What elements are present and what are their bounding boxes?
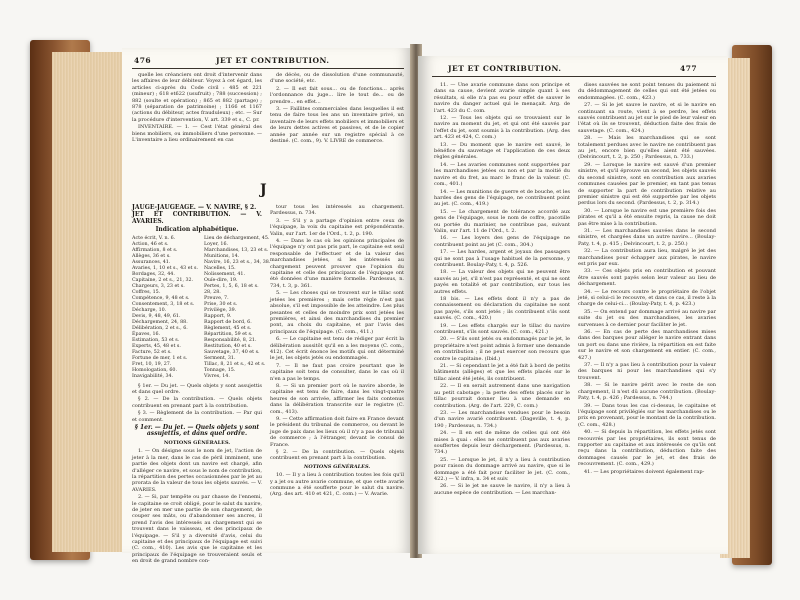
index-entry: Loyer, 16. xyxy=(203,241,229,247)
paragraph: 24. — Il en est de même de celles qui ont été mises à quai : elles ne contribuent pas aux avaries souffertes depuis leur déchargement. (Pardessus, n. 734.) xyxy=(434,430,570,456)
paragraph: 1. — On désigne sous le nom de jet, l'action de jeter à la mer, dans le cas de péril imminent, une partie des objets dont un navire est chargé, afin d'alléger ce navire, et sous le nom de contribution, la répartition des pertes occasionnées par le jet au prorata de la valeur de tous les objets sauvés. — V. AVARIES. xyxy=(132,448,262,493)
index-entry: Pertes, 1, 5, 6, 18 et s. xyxy=(203,283,259,289)
page-number-right: 477 xyxy=(680,64,698,73)
index-entry: Épaves, 16. xyxy=(132,331,161,337)
section-entry: § 2. — De la contribution. — Quels objets contribuent en prenant part à la contribution. xyxy=(132,396,262,409)
right-col-a xyxy=(434,82,570,548)
left-page xyxy=(122,48,414,565)
paragraph: 2. — Il est fait sous... ou de fonctions... après l'ordonnance du juge... lire le tout de... ou de prendre... en effet... xyxy=(270,85,404,105)
section-letter: J xyxy=(260,182,267,198)
paragraph: 10. — Il y a lieu à contribution toutes les fois qu'il y a jet ou autre avarie commune, et que cette avarie commune a été soufferte pour le salut du navire. (Arg. des art. 410 et 421, C. com.) — V. Avarie. xyxy=(270,472,404,498)
index-entry: Règlement, 45 et s. xyxy=(203,325,252,331)
paragraph: 26. — Si le jet ne sauve le navire, il n'y a lieu à aucune espèce de contribution. — Les marchan- xyxy=(434,483,570,496)
paragraph: 18. — La valeur des objets qui ne peuvent être sauvés au jet, s'il n'est pas représenté, et qui ne sont payés en totalité et par contribution, sur tous les autres effets. xyxy=(434,269,570,295)
paragraph: 15. — Le chargement de tolérance accordé aux gens de l'équipage, sous le nom de coffre, pacotille ou portée du marinier, ne contribue pas, suivant Valin, sur l'art. 11 de l'Ord., t. 2. xyxy=(434,208,570,234)
section-entry: § 1er. — Du jet. — Quels objets y sont assujettis et dans quel ordre. xyxy=(132,382,262,396)
index-entry: Facture, 52 et s. xyxy=(132,349,172,355)
index-entry: Prise, 30 et s. xyxy=(203,301,238,307)
jaugeage-heading: JAUGE-JAUGEAGE. — V. NAVIRE, § 2. xyxy=(132,204,257,211)
index-entry: Avaries, 1, 10 et s., 43 et s. xyxy=(132,265,198,271)
jet-heading: JET ET CONTRIBUTION. — V. AVARIES. xyxy=(132,211,262,225)
paragraph: 17. — Les hardes, argent et joyaux des passagers qui ne sont pas à l'usage habituel de la personne, y contribuent. Boulay-Paty, t. 4, p. 526. xyxy=(434,249,570,268)
index-entry: Rapport de bord, 6. xyxy=(203,319,252,325)
index-entry: Privilège, 39. xyxy=(203,307,237,313)
paragraph: 22. — Il en serait autrement dans une navigation au petit cabotage ; la perte des effets placés sur le tillac pourrait donner lieu à une demande en contribution. (Arg. de l'art. 229, C. com.) xyxy=(434,383,570,409)
index-entry: Assurances, 41. xyxy=(132,259,171,265)
paragraph: 5. — Les choses qui se trouvent sur le tillac sont jetées les premières ; mais cette règle n'est pas absolue, s'il est impossible de les atteindre. Les plus pesantes et celles de moindre prix sont jetées les premières, et ainsi des marchandises du premier pont, au choix du capitaine, et par l'avis des principaux de l'équipage. (C. com., 411.) xyxy=(270,290,404,335)
left-col-a-body xyxy=(132,204,271,565)
paragraph: tour tous les intéressés au chargement. Pardessus, n. 734. xyxy=(270,204,404,217)
index-entry: Consentement, 3, 18 et s. xyxy=(132,301,195,307)
right-col-b xyxy=(578,82,716,548)
header-rule-left xyxy=(132,68,404,69)
running-title-left: JET ET CONTRIBUTION. xyxy=(216,56,330,65)
index-entry: Homologation, 60. xyxy=(132,367,177,373)
index-entry: Inavigabilité, 34. xyxy=(132,373,174,379)
paragraph: 39. — Dans tous les cas ci-dessus, le capitaine et l'équipage sont privilégiés sur les marchandises ou le prix en provenant, pour le montant de la contribution. (C. com., 428.) xyxy=(578,402,716,428)
paragraph: 36. — En cas de perte des marchandises mises dans des barques pour alléger le navire entrant dans un port ou dans une rivière, la répartition en est faite sur le navire et son chargement en entier. (C. com., 427.) xyxy=(578,329,716,361)
paragraph: 9. — Cette affirmation doit faire en France devant le président du tribunal de commerce, ou devant le juge de paix dans les lieux où il n'y a pas de tribunal de commerce ; à l'étranger, devant le consul de France. xyxy=(270,416,404,448)
index-entry: Experts, 45, 48 et s. xyxy=(132,343,181,349)
index-entry: Action, 46 et s. xyxy=(132,241,169,247)
paragraph: 31. — Les marchandises sauvées dans le second sinistre, et chargées dans un autre navire... (Boulay-Paty, t. 4, p. 415 ; Delvincourt, t. 2, p. 250.) xyxy=(578,227,716,247)
paragraph: 14. — Les avaries communes sont supportées par les marchandises jetées ou non et par la moitié du navire et du fret, au marc le franc de la valeur. (C. com., 401.) xyxy=(434,161,570,188)
paragraph: 23. — Les marchandises vendues pour le besoin d'un navire avarié contribuent. (Dageville, t. 4, p. 190 ; Pardessus, n. 734.) xyxy=(434,409,570,429)
paragraph: 33. — Ces objets pris en contribution et pouvant être sauvés sont payés selon leur valeur au lieu de déchargement. xyxy=(578,268,716,288)
left-col-a-top xyxy=(132,72,262,180)
paragraph: 41. — Les propriétaires doivent également rap- xyxy=(584,468,705,475)
left-col-b-body xyxy=(270,204,404,549)
index-entry: Déchargement, 24, 88. xyxy=(132,319,188,325)
index-entry: Délibération, 2 et s., 6. xyxy=(132,325,188,331)
index-entry: Nolissement, 41. xyxy=(203,271,245,277)
inventaire-paragraph: INVENTAIRE. — 1. — Cest l'état général des biens mobiliers, ou immobiliers d'une personne. — L'inventaire a lieu ordinairement en cas xyxy=(132,124,262,144)
paragraph: 25. — Lorsque le jet, il n'y a lieu à contribution pour raison du dommage arrivé au navire, que si le dommage a été fait pour faciliter le jet. (C. com., 422.) — V. infra, n. 34 et suiv. xyxy=(434,456,570,482)
left-col-b-top xyxy=(270,72,404,180)
index-entry: Marchandises, 13, 23 et s. xyxy=(203,247,269,253)
paragraph: 13. — Du moment que le navire est sauvé, le bénéfice du sauvetage et l'application de ces deux règles générales. xyxy=(434,141,570,161)
paragraph: 28. — Mais les marchandises qui se sont totalement perdues avec le navire ne contribuent pas au jet, encore bien qu'elles aient été sauvées. (Delvincourt, t. 2, p. 250 ; Pardessus, n. 733.) xyxy=(578,135,716,161)
section-heading: § 1er. — Du jet. — Quels objets y sont assujettis, et dans quel ordre. xyxy=(134,424,260,438)
index-entry: Décharge, 10. xyxy=(132,307,167,313)
index-entry: Capitaine, 2 et s., 21, 32. xyxy=(132,277,194,283)
paragraph: 18 bis. — Les effets dont il n'y a pas de connaissement ou déclaration du capitaine ne sont pas payés, s'ils sont jetés ; ils contribuent s'ils sont sauvés. (C. com., 420.) xyxy=(434,296,570,322)
paragraph: quelle les créanciers ont droit d'intervenir dans les affaires de leur débiteur. Voyez à cet égard, les articles ci-après du Code civil : 485 et 221 (mineur) ; 618 et622 (usufruit) ; 788 (succession) ; 882 (soulte et opération) ; 865 et 882 (partage) ; 878 (séparation de patrimoine) ; 1166 et 1167 (actions du débiteur, actes frauduleux) ; etc. — Sur la procédure d'intervention, V. art. 339 et s., C. pr. xyxy=(132,72,262,123)
index-entry: Devis, 9, 48, 49, 61. xyxy=(132,313,181,319)
index-entry: Lieu de déchargement, 45. xyxy=(203,235,270,241)
index-entry: Fret, 10, 19, 27. xyxy=(132,361,172,367)
paragraph: 3. — Faillites commerciales dans lesquelles il est tenu de faire tous les ans un inventaire privé, un inventaire de leurs effets mobiliers et immobiliers et de leurs dettes actives et passives, et de le copier année par année sur un registre spécial à ce destiné. (C. com., 9). V. LIVRE de commerce. xyxy=(270,106,404,145)
index-entry: Tillac, 8, 21 et s., 42 et s. xyxy=(203,361,266,367)
index-entry: Acte écrit, V. n. 6. xyxy=(132,235,176,241)
notions-heading: NOTIONS GÉNÉRALES. xyxy=(163,439,231,446)
paragraph: 16. — Les loyers des gens de l'équipage ne contribuent point au jet (C. com., 304.) xyxy=(434,235,570,248)
paragraph: 35. — On entend par dommage arrivé au navire par suite du jet ou des marchandises, les avaries survenues à ce dernier pour faciliter le jet. xyxy=(578,308,716,328)
paragraph: 11. — Une avarie commune dans son principe et dans sa cause, devient avarie simple quant à ses résultats, si elle n'a pas eu pour effet de sauver le navire du danger actuel qui le menaçait. Arg. de l'art. 423 du C. com. xyxy=(434,82,570,114)
paragraph: 20. — S'ils sont jetés ou endommagés par le jet, le propriétaire n'est point admis à former une demande en contribution ; il ne peut exercer son recours que contre le capitaine. (Ibid.) xyxy=(434,336,570,362)
section-entry: § 3. — Règlement de la contribution. — Par qui et comment. xyxy=(132,410,262,423)
paragraph: 7. — Il ne faut pas croire pourtant que le capitaine soit tenu de consulter, dans le cas où il n'en a pas le temps. xyxy=(270,362,404,382)
page-number-left: 476 xyxy=(134,56,152,65)
index-entry: Restitution, 40 et s. xyxy=(203,343,252,349)
paragraph: 29. — Lorsque le navire est sauvé d'un premier sinistre, et qu'il éprouve un second, les objets sauvés du second sinistre, sont en contribution aux avaries communes causées par le premier, en tant pas tenus de supporter la part de contribution relative au premier sinistre qui est été supportée par les objets perdus lors du second. (Pardessus, t. 2, p. 314.) xyxy=(578,161,716,207)
index-entry: Serment, 31. xyxy=(203,355,236,361)
paragraph: § 2. — De la contribution. — Quels objets contribuent en prenant part à la contribution. xyxy=(270,449,404,462)
paragraph: 12. — Tous les objets qui se trouvaient sur le navire au moment du jet, et qui ont été sauvés par l'effet du jet, sont soumis à la contribution. (Arg. des art. 423 et 424, C. com.) xyxy=(434,115,570,141)
index-entry: Responsabilité, 8, 21. xyxy=(203,337,257,343)
section-heading: NOTIONS GÉNÉRALES. xyxy=(303,463,371,470)
paragraph: 6. — Le capitaine est tenu de rédiger par écrit la délibération aussitôt qu'il en a les moyens (C. com., 412). Cet écrit énonce les motifs qui ont déterminé le jet, les objets jetés ou endommagés. xyxy=(270,336,404,362)
paragraph: 4. — Dans le cas où les opinions principales de l'équipage n'y ont pas pris part, le capitaine est seul responsable de l'effectuer et de la valeur des marchandises jetées, si les intéressés au chargement peuvent prouver que l'opinion du capitaine et celle des principaux de l'équipage ont été données d'une manière formelle. Pardessus, n. 734, t. 3, p. 361. xyxy=(270,238,404,289)
paragraph: 30. — Lorsque le navire est une première fois des pirates et qu'il a été ensuite repris, la cause ne doit pas être mise à la contribution. xyxy=(578,207,716,227)
paragraph: 19. — Les effets chargés sur le tillac du navire contribuent, s'ils sont sauvés. (C. com., 421.) xyxy=(434,322,570,336)
index-entry: Fortune de mer, 1 et s. xyxy=(132,355,188,361)
paragraph: 8. — Si un premier port où le navire aborde, le capitaine est tenu de faire, dans les vingt-quatre heures de son arrivée, affirmer les faits contenus dans la délibération transcrite sur le registre (C. com., 413). xyxy=(270,382,404,415)
index-entry: Tonnage, 15. xyxy=(203,367,236,373)
index-entry: Bordages, 32, 44. xyxy=(132,271,175,277)
index-entry: Allèges, 36 et s. xyxy=(132,253,171,259)
index-entry: Affirmation, 8 et s. xyxy=(132,247,178,253)
paragraph: dises sauvées ne sont point tenues du paiement ni du dédommagement de celles qui ont été jetées ou endommagées. (C. com., 423.) xyxy=(578,82,716,101)
index-entry: Chargeurs, 3, 23 et s. xyxy=(132,283,185,289)
index-entry: Compétence, 9, 48 et s. xyxy=(132,295,190,301)
index-entry: Vivres, 14. xyxy=(203,373,230,379)
paragraph: 38. — Si le navire périt avec le reste de son chargement, il n'est dû aucune contribution. (Boulay-Paty, t. 4, p. 426 ; Pardessus, n. 744.) xyxy=(578,382,716,402)
index-entry: Répartition, 59 et s. xyxy=(203,331,253,337)
paragraph: 32. — La contribution aura lieu, malgré le jet des marchandises pour échapper aux pirates, le navire est pris par eux. xyxy=(578,248,716,267)
index-entry: 28, 28. xyxy=(203,289,221,295)
right-page xyxy=(418,56,728,554)
paragraph: de décès, ou de dissolution d'une communauté, d'une société, etc. xyxy=(270,72,404,85)
index-heading: Indication alphabétique. xyxy=(155,226,239,234)
index-entry: Estimation, 53 et s. xyxy=(132,337,180,343)
paragraph: 2. — Si, par tempête ou par chasse de l'ennemi, le capitaine se croit obligé, pour le salut du navire, de jeter en mer une partie de son chargement, de couper ses mâts, ou d'abandonner ses ancres, il prend l'avis des intéressés au chargement qui se trouvent dans le vaisseau, et des principaux de l'équipage. — S'il y a diversité d'avis, celui du capitaine et des principaux de l'équipage est suivi (C. com., 410). Les avis que le capitaine et les principaux de l'équipage se trouveraient seuls et en droit de grand nombre con- xyxy=(132,494,262,565)
alphabetical-index xyxy=(132,235,271,380)
index-entry: Nacelles, 15. xyxy=(203,265,236,271)
index-entry: Coffres, 15. xyxy=(132,289,161,295)
paragraph: 27. — Si le jet sauve le navire, et si le navire en continuant sa route, vient à se perdre, les effets sauvés contribuent au jet sur le pied de leur valeur en l'état où ils se trouvent, déduction faite des frais de sauvetage. (C. com., 424.) xyxy=(578,102,716,134)
paragraph: 34. — Le recours contre le propriétaire de l'objet jeté, si celui-ci le recouvre, et dans ce cas, il reste à la charge de celui-ci... (Boulay-Paty, t. 4, p. 423.) xyxy=(578,288,716,308)
header-rule-right xyxy=(432,76,716,77)
index-entry: Rapport, 9. xyxy=(203,313,232,319)
paragraph: 14. — Les munitions de guerre et de bouche, et les hardes des gens de l'équipage, ne contribuent point au jet. (C. com., 419.) xyxy=(434,188,570,208)
index-entry: Navire, 16, 23 et s., 34, 38. xyxy=(203,259,271,265)
paragraph: 3. — S'il y a partage d'opinion entre ceux de l'équipage, la voix du capitaine est prépondérante. Valin, sur l'art. 1er de l'Ord., t. 2, p. 190. xyxy=(270,217,404,237)
index-entry: Munitions, 14. xyxy=(203,253,240,259)
index-entry: Preuve, 7. xyxy=(203,295,229,301)
paragraph: 40. — Si depuis la répartition, les effets jetés sont recouvrés par les propriétaires, ils sont tenus de rapporter au capitaine et aux intéressés ce qu'ils ont reçu dans la contribution, déduction faite des dommages causés par le jet, et des frais de recouvrement. (C. com., 429.) xyxy=(578,429,716,468)
running-title-right: JET ET CONTRIBUTION. xyxy=(448,64,562,73)
paragraph: 37. — Il n'y a pas lieu à contribution pour la valeur des barques ni pour les marchandises qui s'y trouvent. xyxy=(578,362,716,381)
index-entry: Ouïe-dire, 19. xyxy=(203,277,238,283)
index-entry: Sauvetage, 37, 40 et s. xyxy=(203,349,260,355)
paragraph: 21. — Si cependant le jet a été fait à bord de petits bâtiments (allèges) et que les effets placés sur le tillac aient été jetés, ils contribuent. xyxy=(434,363,570,382)
